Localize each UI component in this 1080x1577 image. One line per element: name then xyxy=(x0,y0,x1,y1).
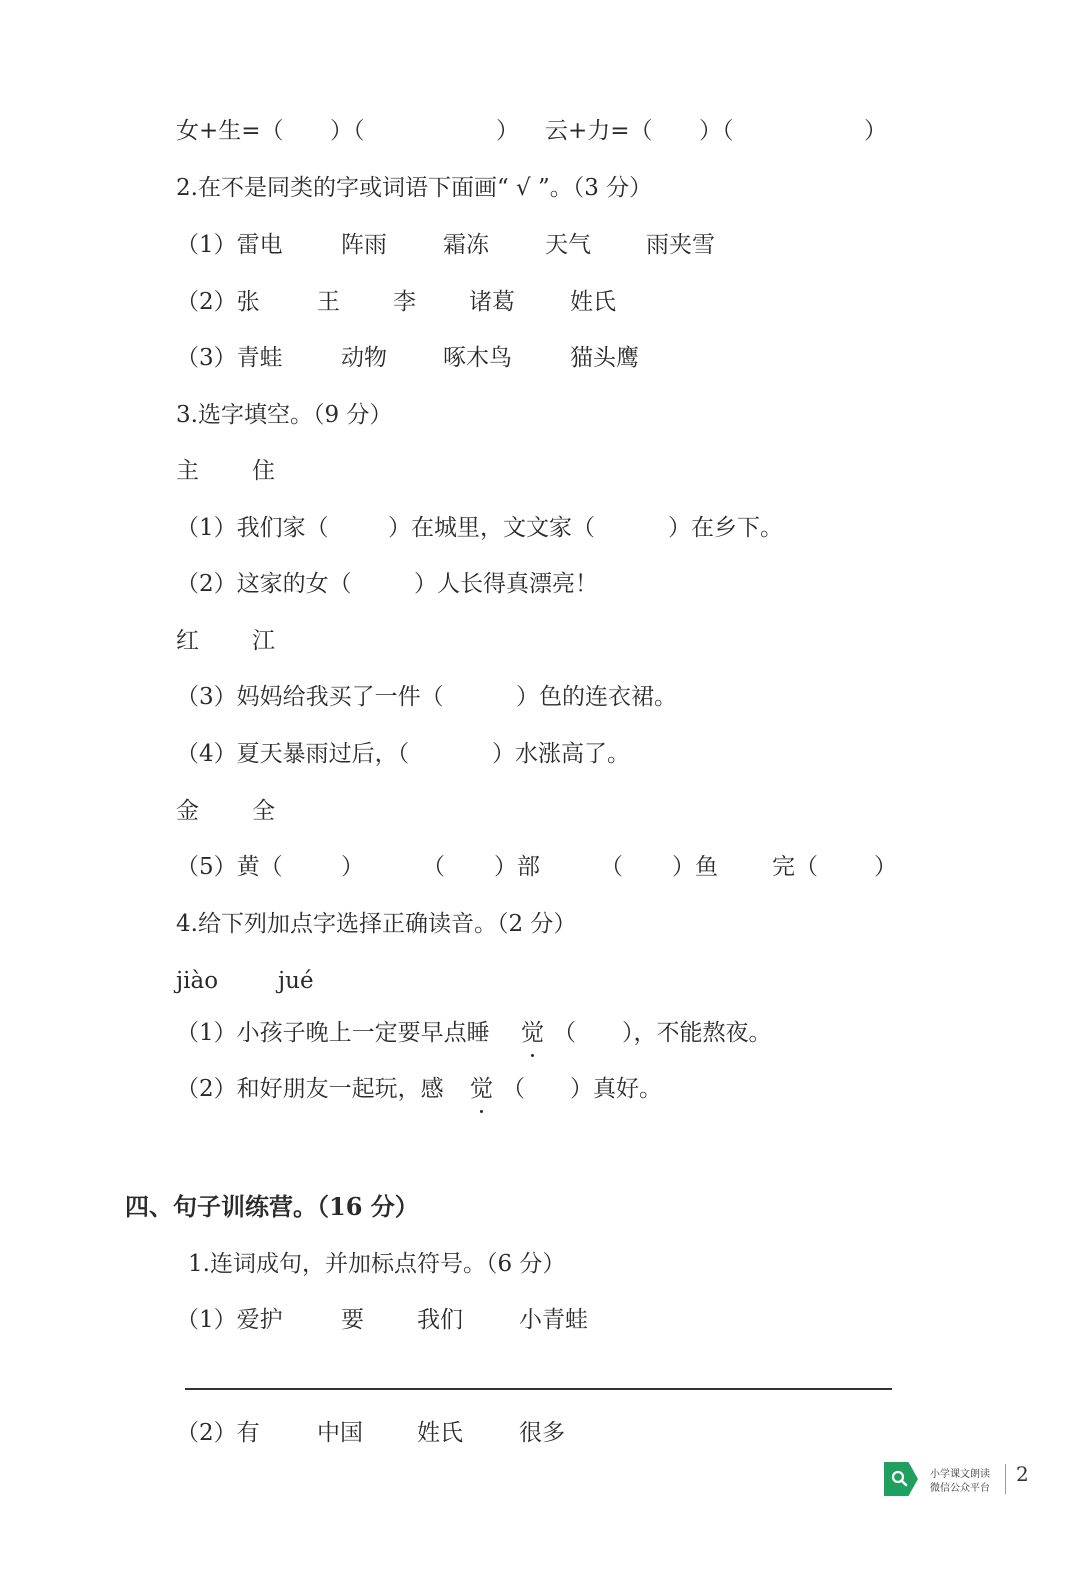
text-segment: ）人长得真漂亮！ xyxy=(414,571,598,597)
text-segment: ）部 xyxy=(494,854,540,880)
text-segment: 3.选字填空。（9 分） xyxy=(176,402,393,428)
text-segment: ）水涨高了。 xyxy=(492,741,630,767)
text-segment: 金 xyxy=(176,798,199,824)
text-segment: （1）小孩子晚上一定要早点睡 xyxy=(176,1020,490,1046)
text-segment: 云+力=（ xyxy=(545,118,653,144)
page-number: 2 xyxy=(1016,1462,1029,1486)
text-segment: （ xyxy=(422,854,445,880)
section-4-heading xyxy=(125,1191,419,1255)
question-3-title xyxy=(176,399,393,463)
text-segment: ），不能熬夜。 xyxy=(622,1020,772,1046)
text-segment: 1.连词成句，并加标点符号。（6 分） xyxy=(188,1251,566,1277)
text-segment: ）在城里，文文家（ xyxy=(388,515,595,541)
text-segment: 姓氏 xyxy=(570,289,616,315)
text-segment: 霜冻 xyxy=(443,232,489,258)
text-segment: 动物 xyxy=(341,345,387,371)
text-segment: ） xyxy=(874,854,897,880)
text-segment: 我们 xyxy=(417,1307,463,1333)
badge-line-1: 小学课文朗读 xyxy=(930,1469,990,1480)
text-segment: （4）夏天暴雨过后，（ xyxy=(176,741,410,767)
text-segment: 完（ xyxy=(772,854,818,880)
text-segment: 女+生=（ xyxy=(176,118,284,144)
text-segment: 2.在不是同类的字或词语下面画“ √ ”。（3 分） xyxy=(176,175,653,201)
text-segment: ）（ xyxy=(330,118,365,144)
dotted-char: 觉 xyxy=(470,1073,493,1105)
text-segment: ） xyxy=(341,854,364,880)
text-segment: ）在乡下。 xyxy=(668,515,783,541)
section-4-q1-title xyxy=(188,1248,566,1312)
text-segment: （3）妈妈给我买了一件（ xyxy=(176,684,444,710)
dotted-char: 觉 xyxy=(521,1017,544,1049)
text-segment: jiào xyxy=(176,968,219,994)
text-segment: （2）这家的女（ xyxy=(176,571,352,597)
text-segment: ）（ xyxy=(699,118,734,144)
text-segment: 要 xyxy=(341,1307,364,1333)
text-segment: （1）我们家（ xyxy=(176,515,329,541)
text-segment: 四、句子训练营。（16 分） xyxy=(125,1192,419,1221)
text-segment: ）色的连衣裙。 xyxy=(516,684,677,710)
search-icon xyxy=(884,1462,918,1496)
badge-line-2: 微信公众平台 xyxy=(930,1483,990,1494)
text-segment: 红 xyxy=(176,628,199,654)
answer-line xyxy=(185,1388,892,1390)
text-segment: 啄木鸟 xyxy=(443,345,512,371)
text-segment: 阵雨 xyxy=(341,232,387,258)
text-segment: 主 xyxy=(176,458,199,484)
text-segment: 雨夹雪 xyxy=(646,232,715,258)
text-segment: 4.给下列加点字选择正确读音。（2 分） xyxy=(176,911,577,937)
text-segment: 李 xyxy=(393,289,416,315)
text-segment: （2）有 xyxy=(176,1420,260,1446)
s4-item-2 xyxy=(176,1417,565,1577)
wechat-badge xyxy=(884,1462,1012,1496)
text-segment: （5）黄（ xyxy=(176,854,283,880)
text-segment: ） xyxy=(496,118,519,144)
text-segment: （ xyxy=(502,1076,525,1102)
question-4-title xyxy=(176,908,577,972)
text-segment: （ xyxy=(553,1020,576,1046)
question-2-title xyxy=(176,172,653,236)
text-segment: （1）雷电 xyxy=(176,232,283,258)
text-segment: ）真好。 xyxy=(570,1076,662,1102)
text-segment: 中国 xyxy=(317,1420,363,1446)
text-segment: 姓氏 xyxy=(417,1420,463,1446)
text-segment: 很多 xyxy=(519,1420,565,1446)
text-segment: （2）张 xyxy=(176,289,260,315)
text-segment: 住 xyxy=(252,458,275,484)
text-segment: 猫头鹰 xyxy=(570,345,639,371)
text-segment: （3）青蛙 xyxy=(176,345,283,371)
text-segment: ）鱼 xyxy=(672,854,718,880)
text-segment: 江 xyxy=(252,628,275,654)
text-segment: （2）和好朋友一起玩，感 xyxy=(176,1076,444,1102)
text-segment: 天气 xyxy=(545,232,591,258)
text-segment: ） xyxy=(864,118,887,144)
text-segment: 诸葛 xyxy=(469,289,515,315)
text-segment: 全 xyxy=(252,798,275,824)
text-segment: jué xyxy=(278,968,314,994)
text-segment: 小青蛙 xyxy=(519,1307,588,1333)
text-segment: （1）爱护 xyxy=(176,1307,283,1333)
badge-divider xyxy=(1005,1464,1006,1494)
text-segment: 王 xyxy=(317,289,340,315)
text-segment: （ xyxy=(600,854,623,880)
